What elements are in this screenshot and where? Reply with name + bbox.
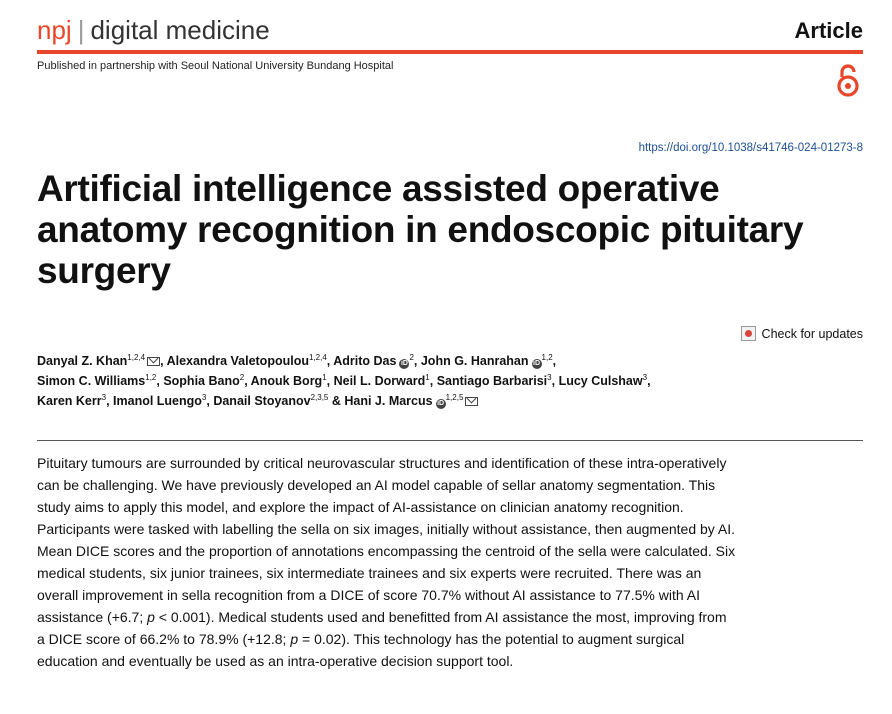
author-name: Anouk Borg — [250, 374, 323, 388]
author[interactable] — [37, 354, 160, 368]
author-affiliation: 3 — [201, 393, 207, 402]
author[interactable] — [344, 394, 478, 408]
author[interactable] — [213, 394, 328, 408]
author-affiliation: 2 — [239, 373, 245, 382]
author-name: Danail Stoyanov — [213, 394, 311, 408]
email-icon[interactable] — [147, 357, 160, 366]
orcid-icon[interactable]: iD — [533, 360, 541, 367]
author-name: Simon C. Williams — [37, 374, 146, 388]
author-affiliation: 1,2 — [541, 353, 553, 362]
author-affiliation: 1 — [322, 373, 327, 382]
author[interactable] — [163, 374, 244, 388]
author-affiliation: 3 — [101, 393, 107, 402]
orcid-icon[interactable]: iD — [400, 360, 408, 367]
author-name: Imanol Luengo — [113, 394, 202, 408]
author-name: Lucy Culshaw — [558, 374, 643, 388]
journal-prefix: npj — [37, 15, 72, 45]
author-affiliation: 2 — [409, 353, 414, 362]
open-access-lock-icon[interactable] — [834, 63, 862, 99]
author-affiliation: 1 — [425, 373, 430, 382]
author[interactable] — [333, 354, 414, 368]
abstract-text: Pituitary tumours are surrounded by critical neurovascular structures and identification of these intra-operatively can be challenging. We have previously developed an AI model capable of sellar anatomy segmentation. This study aims to apply this model, and explore the impact of AI-assistance on clinician anatomy recognition. Participants were tasked with labelling the sella on six images, initially without assistance, then augmented by AI. Mean DICE scores and the proportion of annotations encompassing the centroid of the sella were calculated. Six medical students, six junior trainees, six intermediate trainees and six experts were recruited. There was an overall improvement in sella recognition from a DICE of score 70.7% without AI assistance to 77.5% with AI assistance (+6.7; p < 0.001). Medical students used and benefitted from AI assistance the most, improving from a DICE score of 66.2% to 78.9% (+12.8; p = 0.02). This technology has the potential to augment surgical education and eventually be used as an intra-operative decision support tool. — [37, 455, 736, 669]
p-value-symbol: p — [290, 631, 299, 647]
check-for-updates-label: Check for updates — [761, 326, 863, 341]
author[interactable] — [251, 374, 327, 388]
author-affiliation: 1,2,4 — [127, 353, 146, 362]
author-name: Hani J. Marcus — [344, 394, 433, 408]
author-name: Santiago Barbarisi — [436, 374, 548, 388]
author-name: Neil L. Dorward — [333, 374, 426, 388]
author-affiliation: 3 — [642, 373, 648, 382]
author-name: Alexandra Valetopoulou — [166, 354, 309, 368]
article-title: Artificial intelligence assisted operative anatomy recognition in endoscopic pituitary surgery — [37, 168, 804, 291]
author-affiliation: 3 — [547, 373, 552, 382]
author[interactable] — [421, 354, 553, 368]
journal-name[interactable] — [37, 14, 270, 46]
author[interactable] — [437, 374, 552, 388]
author[interactable] — [559, 374, 648, 388]
check-for-updates-button[interactable] — [741, 326, 863, 341]
author-name: Sophia Bano — [163, 374, 240, 388]
author-name: John G. Hanrahan — [420, 354, 529, 368]
orcid-icon[interactable]: iD — [437, 400, 445, 407]
author-list: Danyal Z. Khan$^{1,2,4}$ , Alexandra Valetopoulou$^{1,2,4}$, Adrito Das $iD^2$, John G. Hanrahan iD$^{1,2}$, Simon C. Williams$^{1,2}$, Sophia Bano$^2$, Anouk Borg$^1$, Neil L. Dorward$^1$, Santiago Barbarisi$^3$, Lucy Culshaw$^3$, Karen Kerr$^3$, Imanol Luengo$^3$, Danail Stoyanov$^{2,3,5}$ & Hani J. Marcus iD$^{1,2,5}$ — [37, 353, 651, 408]
author-affiliation: 1,2,5 — [445, 393, 464, 402]
author-name: Adrito Das — [333, 354, 397, 368]
journal-separator: | — [77, 15, 85, 45]
check-for-updates-icon — [741, 326, 756, 341]
abstract-divider — [37, 440, 863, 441]
author-name: Karen Kerr — [37, 394, 102, 408]
author-affiliation: 2,3,5 — [310, 393, 329, 402]
author[interactable] — [334, 374, 430, 388]
author-affiliation: 1,2 — [145, 373, 157, 382]
author-affiliation: 1,2,4 — [308, 353, 327, 362]
article-type-label: Article — [794, 18, 863, 43]
author[interactable] — [37, 394, 106, 408]
header-rule — [37, 50, 863, 54]
doi-link[interactable]: https://doi.org/10.1038/s41746-024-01273-8 — [638, 142, 863, 154]
partnership-note: Published in partnership with Seoul National University Bundang Hospital — [37, 60, 394, 72]
author[interactable] — [113, 394, 206, 408]
journal-header — [37, 14, 863, 52]
author-name: Danyal Z. Khan — [37, 354, 128, 368]
author[interactable] — [167, 354, 327, 368]
p-value-symbol: p — [147, 609, 155, 625]
author[interactable] — [37, 374, 156, 388]
email-icon[interactable] — [465, 397, 478, 406]
journal-title: digital medicine — [90, 15, 270, 45]
